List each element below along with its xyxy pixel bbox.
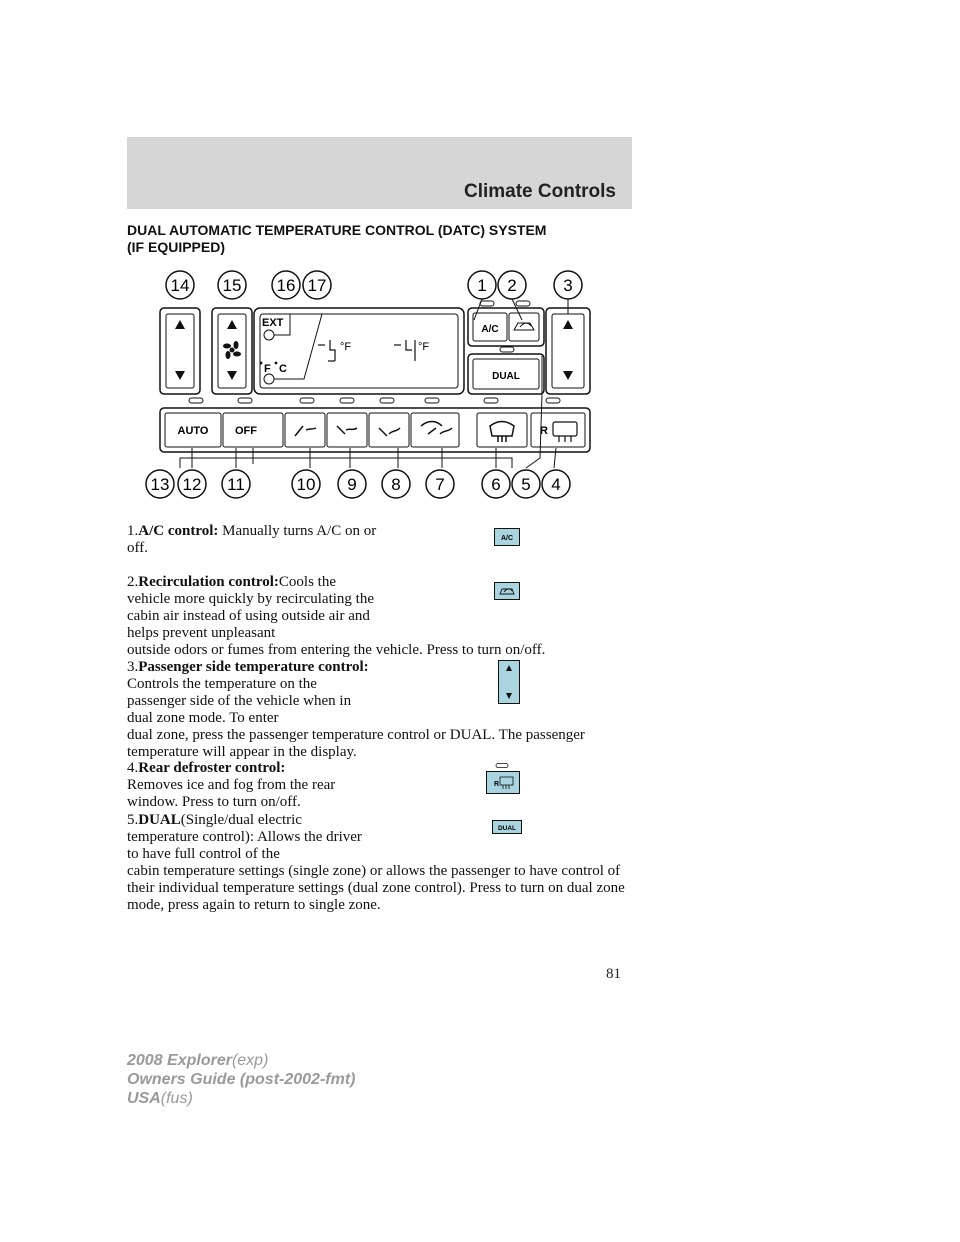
callout-3 [554, 271, 582, 299]
rear-defroster-button-icon [486, 763, 520, 795]
control-panel-diagram [140, 268, 600, 508]
callout-10 [292, 470, 320, 498]
driver-temp-unit: °F [340, 341, 352, 353]
callout-5 [512, 470, 540, 498]
svg-text:9: 9 [347, 475, 357, 494]
svg-text:8: 8 [391, 475, 401, 494]
callout-1 [468, 271, 496, 299]
svg-text:15: 15 [222, 276, 242, 295]
item-passenger-temp-cont: dual zone, press the passenger temperature control or DUAL. The passenger temperature will appear in the display. [127, 727, 585, 760]
svg-text:13: 13 [150, 475, 170, 494]
item-ac-body: 1.A/C control: Manually turns A/C on or off. [127, 523, 377, 556]
callout-2 [498, 271, 526, 299]
item-dual-control: 5.DUAL(Single/dual electric temperature control): Allows the driver to have full control of the cabin temperature settings (single zone) or allows the passenger to have control of their individual temperature settings (dual zone control). Press to turn on dual zone mode, press again to return to single zone. [127, 812, 625, 913]
callout-6 [482, 470, 510, 498]
svg-text:10: 10 [296, 475, 316, 494]
svg-text:A/C: A/C [500, 535, 514, 542]
callout-11 [222, 470, 250, 498]
callout-14 [166, 271, 194, 299]
svg-text:3: 3 [563, 276, 573, 295]
recirculation-button-icon [494, 582, 520, 600]
ac-button-label: A/C [481, 324, 499, 335]
svg-text:5: 5 [521, 475, 531, 494]
svg-text:11: 11 [227, 475, 245, 494]
footer-line3: USA(fus) [127, 1090, 193, 1107]
page-number: 81 [606, 966, 621, 982]
svg-text:DUAL: DUAL [497, 825, 517, 832]
svg-text:6: 6 [491, 475, 501, 494]
callout-8 [382, 470, 410, 498]
dual-button-icon [492, 820, 522, 834]
footer [127, 1051, 355, 1108]
item-dual-cont: cabin temperature settings (single zone) or allows the passenger to have control of their individual temperature settings (dual zone control). Press to turn on dual zone mode, press again to return to single zone. [127, 863, 625, 913]
header-band [127, 137, 632, 209]
item-rear-defroster-control: 4.Rear defroster control: Removes ice and fog from the rear window. Press to turn on/off. [127, 760, 336, 810]
item-recirculation-control: 2.Recirculation control:Cools the vehicle more quickly by recirculating the cabin air instead of using outside air and helps prevent unpleasant outside odors or fumes from entering the vehicle. Press to turn on/off. [127, 574, 546, 658]
svg-text:12: 12 [182, 475, 202, 494]
rear-defrost-label: R [540, 425, 548, 437]
callout-17 [303, 271, 331, 299]
unit-c-label: C [279, 363, 287, 375]
item-recirculation-cont: outside odors or fumes from entering the vehicle. Press to turn on/off. [127, 642, 546, 658]
ac-button-icon [494, 528, 520, 546]
section-heading-line1: DUAL AUTOMATIC TEMPERATURE CONTROL (DATC) SYSTEM [127, 222, 547, 238]
unit-f-label: F [264, 363, 271, 375]
callout-7 [426, 470, 454, 498]
callout-16 [272, 271, 300, 299]
callout-4 [542, 470, 570, 498]
callout-15 [218, 271, 246, 299]
footer-line2: Owners Guide (post-2002-fmt) [127, 1071, 356, 1088]
passenger-temp-unit: °F [418, 341, 430, 353]
auto-button-label: AUTO [177, 425, 209, 437]
section-heading [127, 222, 647, 256]
callout-9 [338, 470, 366, 498]
section-heading-line2: (IF EQUIPPED) [127, 239, 226, 255]
footer-line1: 2008 Explorer(exp) [127, 1052, 269, 1069]
passenger-temp-button-icon [498, 660, 520, 704]
svg-text:1: 1 [477, 276, 487, 295]
item-passenger-temp-control: 3.Passenger side temperature control: Controls the temperature on the passenger side of the vehicle when in dual zone mode. To enter dual zone, press the passenger temperature control or DUAL. The passenger temperature will appear in the display. [127, 659, 585, 760]
item-ac-control [127, 523, 647, 557]
chapter-title: Climate Controls [463, 181, 616, 202]
ext-label: EXT [262, 317, 284, 329]
svg-text:16: 16 [276, 276, 296, 295]
svg-text:4: 4 [551, 475, 561, 494]
svg-text:2: 2 [507, 276, 517, 295]
svg-text:R: R [494, 781, 500, 788]
callout-12 [178, 470, 206, 498]
svg-text:14: 14 [170, 276, 190, 295]
callout-13 [146, 470, 174, 498]
dual-button-label: DUAL [492, 371, 520, 382]
svg-text:17: 17 [307, 276, 327, 295]
svg-text:7: 7 [435, 475, 445, 494]
off-button-label: OFF [235, 425, 257, 437]
